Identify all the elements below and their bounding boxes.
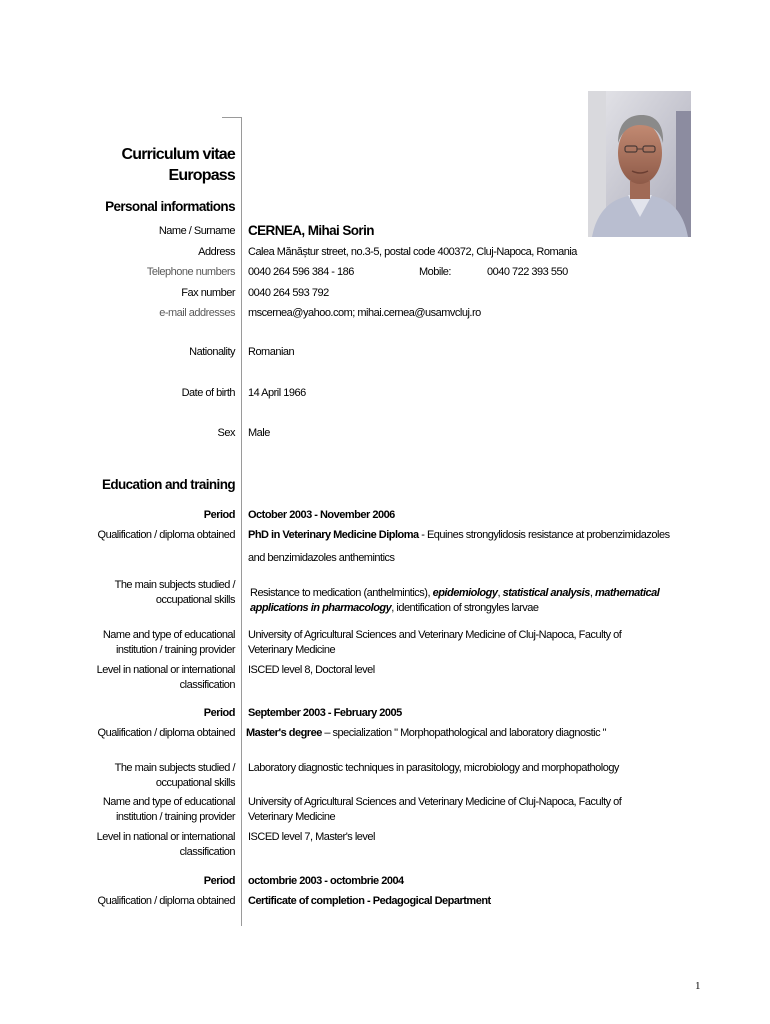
nationality-value: Romanian	[248, 346, 295, 358]
qualification-value: Certificate of completion - Pedagogical Department	[248, 895, 491, 907]
subjects-label-line1: The main subjects studied /	[114, 762, 235, 774]
qualification-label: Qualification / diploma obtained	[97, 895, 235, 907]
sex-value: Male	[248, 427, 270, 439]
qualification-detail: – specialization " Morphopathological and laboratory diagnostic "	[321, 727, 607, 739]
email-value[interactable]: mscernea@yahoo.com; mihai.cernea@usamvcluj.ro	[248, 307, 481, 319]
period-value: octombrie 2003 - octombrie 2004	[248, 875, 404, 887]
subjects-value: Laboratory diagnostic techniques in parasitology, microbiology and morphopathology	[248, 762, 619, 774]
fax-value: 0040 264 593 792	[248, 287, 329, 299]
level-label-line1: Level in national or international	[96, 831, 235, 843]
period-value: October 2003 - November 2006	[248, 509, 395, 521]
mobile-value: 0040 722 393 550	[487, 266, 568, 278]
qualification-title: PhD in Veterinary Medicine Diploma	[248, 529, 419, 541]
institution-label-line1: Name and type of educational	[102, 629, 235, 641]
level-value: ISCED level 7, Master's level	[248, 831, 375, 843]
subjects-label-line2: occupational skills	[155, 594, 235, 606]
personal-info-heading: Personal informations	[105, 199, 235, 214]
level-label-line2: classification	[179, 679, 235, 691]
institution-value-line1: University of Agricultural Sciences and Veterinary Medicine of Cluj-Napoca, Faculty of	[248, 796, 622, 808]
period-label: Period	[203, 509, 235, 521]
subjects-label-line2: occupational skills	[155, 777, 235, 789]
level-label-line1: Level in national or international	[96, 664, 235, 676]
institution-value-line1: University of Agricultural Sciences and Veterinary Medicine of Cluj-Napoca, Faculty of	[248, 629, 622, 641]
subjects-keyword: epidemiology	[432, 587, 498, 599]
qualification-value	[248, 528, 670, 543]
period-label: Period	[203, 707, 235, 719]
sex-label: Sex	[217, 427, 235, 439]
subjects-label-line1: The main subjects studied /	[114, 579, 235, 591]
address-value: Calea Mănăștur street, no.3-5, postal code 400372, Cluj-Napoca, Romania	[248, 246, 577, 258]
subjects-text: , identification of strongyles larvae	[391, 602, 539, 614]
profile-photo	[588, 91, 691, 237]
qualification-title: Master's degree	[246, 727, 322, 739]
level-value: ISCED level 8, Doctoral level	[248, 664, 375, 676]
level-label-line2: classification	[179, 846, 235, 858]
fax-label: Fax number	[181, 287, 235, 299]
name-label: Name / Surname	[158, 225, 235, 237]
nationality-label: Nationality	[189, 346, 235, 358]
column-divider-tick	[222, 117, 242, 118]
subjects-value	[250, 586, 659, 601]
telephone-label: Telephone numbers	[146, 266, 235, 278]
column-divider	[241, 117, 242, 926]
subjects-text: ,	[589, 587, 595, 599]
dob-value: 14 April 1966	[248, 387, 306, 399]
subjects-text: Resistance to medication (anthelmintics),	[250, 587, 433, 599]
telephone-value: 0040 264 596 384 - 186	[248, 266, 354, 278]
subjects-keyword: mathematical	[594, 587, 660, 599]
email-label: e-mail addresses	[159, 307, 235, 319]
cv-title: Curriculum vitae	[121, 146, 235, 163]
institution-value-line2: Veterinary Medicine	[248, 644, 336, 656]
qualification-value	[246, 726, 606, 741]
qualification-detail: - Equines strongylidosis resistance at probenzimidazoles	[418, 529, 670, 541]
page-number: 1	[695, 980, 701, 992]
cv-subtitle: Europass	[168, 167, 235, 184]
subjects-keyword: statistical analysis	[502, 587, 590, 599]
address-label: Address	[198, 246, 235, 258]
education-heading: Education and training	[101, 477, 235, 492]
period-value: September 2003 - February 2005	[248, 707, 402, 719]
institution-label-line2: institution / training provider	[115, 644, 235, 656]
institution-value-line2: Veterinary Medicine	[248, 811, 336, 823]
subjects-value-line2	[250, 601, 538, 616]
institution-label-line1: Name and type of educational	[102, 796, 235, 808]
subjects-text: ,	[497, 587, 503, 599]
period-label: Period	[203, 875, 235, 887]
institution-label-line2: institution / training provider	[115, 811, 235, 823]
qualification-label: Qualification / diploma obtained	[97, 529, 235, 541]
subjects-keyword: applications in pharmacology	[250, 602, 392, 614]
mobile-label: Mobile:	[419, 266, 451, 278]
qualification-label: Qualification / diploma obtained	[97, 727, 235, 739]
person-name: CERNEA, Mihai Sorin	[248, 223, 374, 238]
qualification-detail-line2: and benzimidazoles anthemintics	[248, 552, 395, 564]
dob-label: Date of birth	[181, 387, 235, 399]
